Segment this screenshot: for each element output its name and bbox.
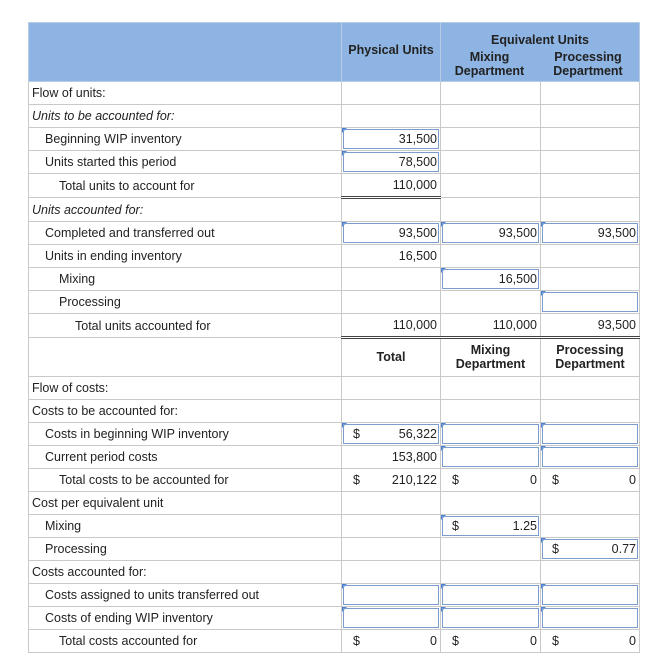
report-table [28,22,640,653]
current-costs-processing-input[interactable] [541,446,640,469]
flow-of-costs-label: Flow of costs: [29,377,342,400]
costs-ending-wip-total-input[interactable] [342,607,441,630]
total-costs-accounted-mixing: $ 0 [441,630,541,653]
total-header: Total [342,338,441,377]
table-row [29,245,640,268]
units-started-physical-input[interactable]: 78,500 [342,151,441,174]
table-row [29,630,640,653]
cost-per-eu-processing-input[interactable]: $ 0.77 [541,538,640,561]
table-row [29,607,640,630]
beginning-wip-label: Beginning WIP inventory [29,128,342,151]
completed-physical-input[interactable]: 93,500 [342,222,441,245]
table-row [29,561,640,584]
table-row [29,446,640,469]
cost-per-eu-mixing-input[interactable]: $ 1.25 [441,515,541,538]
costs-beginning-wip-mixing-input[interactable] [441,423,541,446]
equivalent-units-title: Equivalent Units [491,33,589,47]
units-started-label: Units started this period [29,151,342,174]
table-row [29,128,640,151]
ending-inventory-physical-value: 16,500 [342,245,441,268]
costs-transferred-out-mixing-input[interactable] [441,584,541,607]
total-units-to-account-value: 110,000 [342,174,441,198]
cost-per-eu-label: Cost per equivalent unit [29,492,342,515]
total-units-accounted-physical: 110,000 [342,314,441,338]
costs-to-be-accounted-label: Costs to be accounted for: [29,400,342,423]
units-accounted-for-label: Units accounted for: [29,198,342,222]
equivalent-units-header [441,23,640,82]
table-row [29,469,640,492]
costs-beginning-wip-input[interactable]: $ 56,322 [342,423,441,446]
costs-beginning-wip-processing-input[interactable] [541,423,640,446]
costs-accounted-for-label: Costs accounted for: [29,561,342,584]
table-row [29,198,640,222]
mixing-dept-header: Mixing Department [454,50,525,78]
total-costs-to-account-processing: $ 0 [541,469,640,492]
costs-beginning-wip-label: Costs in beginning WIP inventory [29,423,342,446]
processing-dept-header: Processing Department [553,50,623,78]
total-costs-to-account-total: $ 210,122 [342,469,441,492]
table-row [29,82,640,105]
total-costs-to-account-mixing: $ 0 [441,469,541,492]
flow-of-units-label: Flow of units: [29,82,342,105]
beginning-wip-physical-input[interactable]: 31,500 [342,128,441,151]
table-row [29,314,640,338]
costs-ending-wip-processing-input[interactable] [541,607,640,630]
ending-mixing-label: Mixing [29,268,342,291]
table-row [29,584,640,607]
total-costs-accounted-label: Total costs accounted for [29,630,342,653]
table-row [29,105,640,128]
table-row [29,174,640,198]
ending-processing-label: Processing [29,291,342,314]
total-units-to-account-label: Total units to account for [29,174,342,198]
total-costs-to-account-label: Total costs to be accounted for [29,469,342,492]
total-units-accounted-processing: 93,500 [541,314,640,338]
table-row [29,423,640,446]
table-row [29,291,640,314]
costs-transferred-out-processing-input[interactable] [541,584,640,607]
total-costs-accounted-processing: $ 0 [541,630,640,653]
current-period-costs-value: 153,800 [342,446,441,469]
total-units-accounted-label: Total units accounted for [29,314,342,338]
ending-mixing-input[interactable]: 16,500 [441,268,541,291]
ending-inventory-label: Units in ending inventory [29,245,342,268]
processing-dept-header-2: Processing Department [541,338,640,377]
completed-transferred-label: Completed and transferred out [29,222,342,245]
table-row [29,400,640,423]
costs-ending-wip-mixing-input[interactable] [441,607,541,630]
table-row [29,222,640,245]
cost-per-eu-processing-label: Processing [29,538,342,561]
current-costs-mixing-input[interactable] [441,446,541,469]
units-header-row [29,23,640,82]
mixing-dept-header-2: Mixing Department [441,338,541,377]
total-units-accounted-mixing: 110,000 [441,314,541,338]
costs-header-row [29,338,640,377]
costs-ending-wip-label: Costs of ending WIP inventory [29,607,342,630]
table-row [29,515,640,538]
current-period-costs-label: Current period costs [29,446,342,469]
header-blank [29,23,342,82]
table-row [29,492,640,515]
table-row [29,268,640,291]
table-row [29,538,640,561]
costs-transferred-out-total-input[interactable] [342,584,441,607]
table-row [29,151,640,174]
table-row [29,377,640,400]
physical-units-header: Physical Units [342,23,441,82]
cost-per-eu-mixing-label: Mixing [29,515,342,538]
ending-processing-input[interactable] [541,291,640,314]
total-costs-accounted-total: $ 0 [342,630,441,653]
production-cost-report [28,22,640,653]
units-to-be-accounted-label: Units to be accounted for: [29,105,342,128]
costs-transferred-out-label: Costs assigned to units transferred out [29,584,342,607]
completed-processing-input[interactable]: 93,500 [541,222,640,245]
completed-mixing-input[interactable]: 93,500 [441,222,541,245]
